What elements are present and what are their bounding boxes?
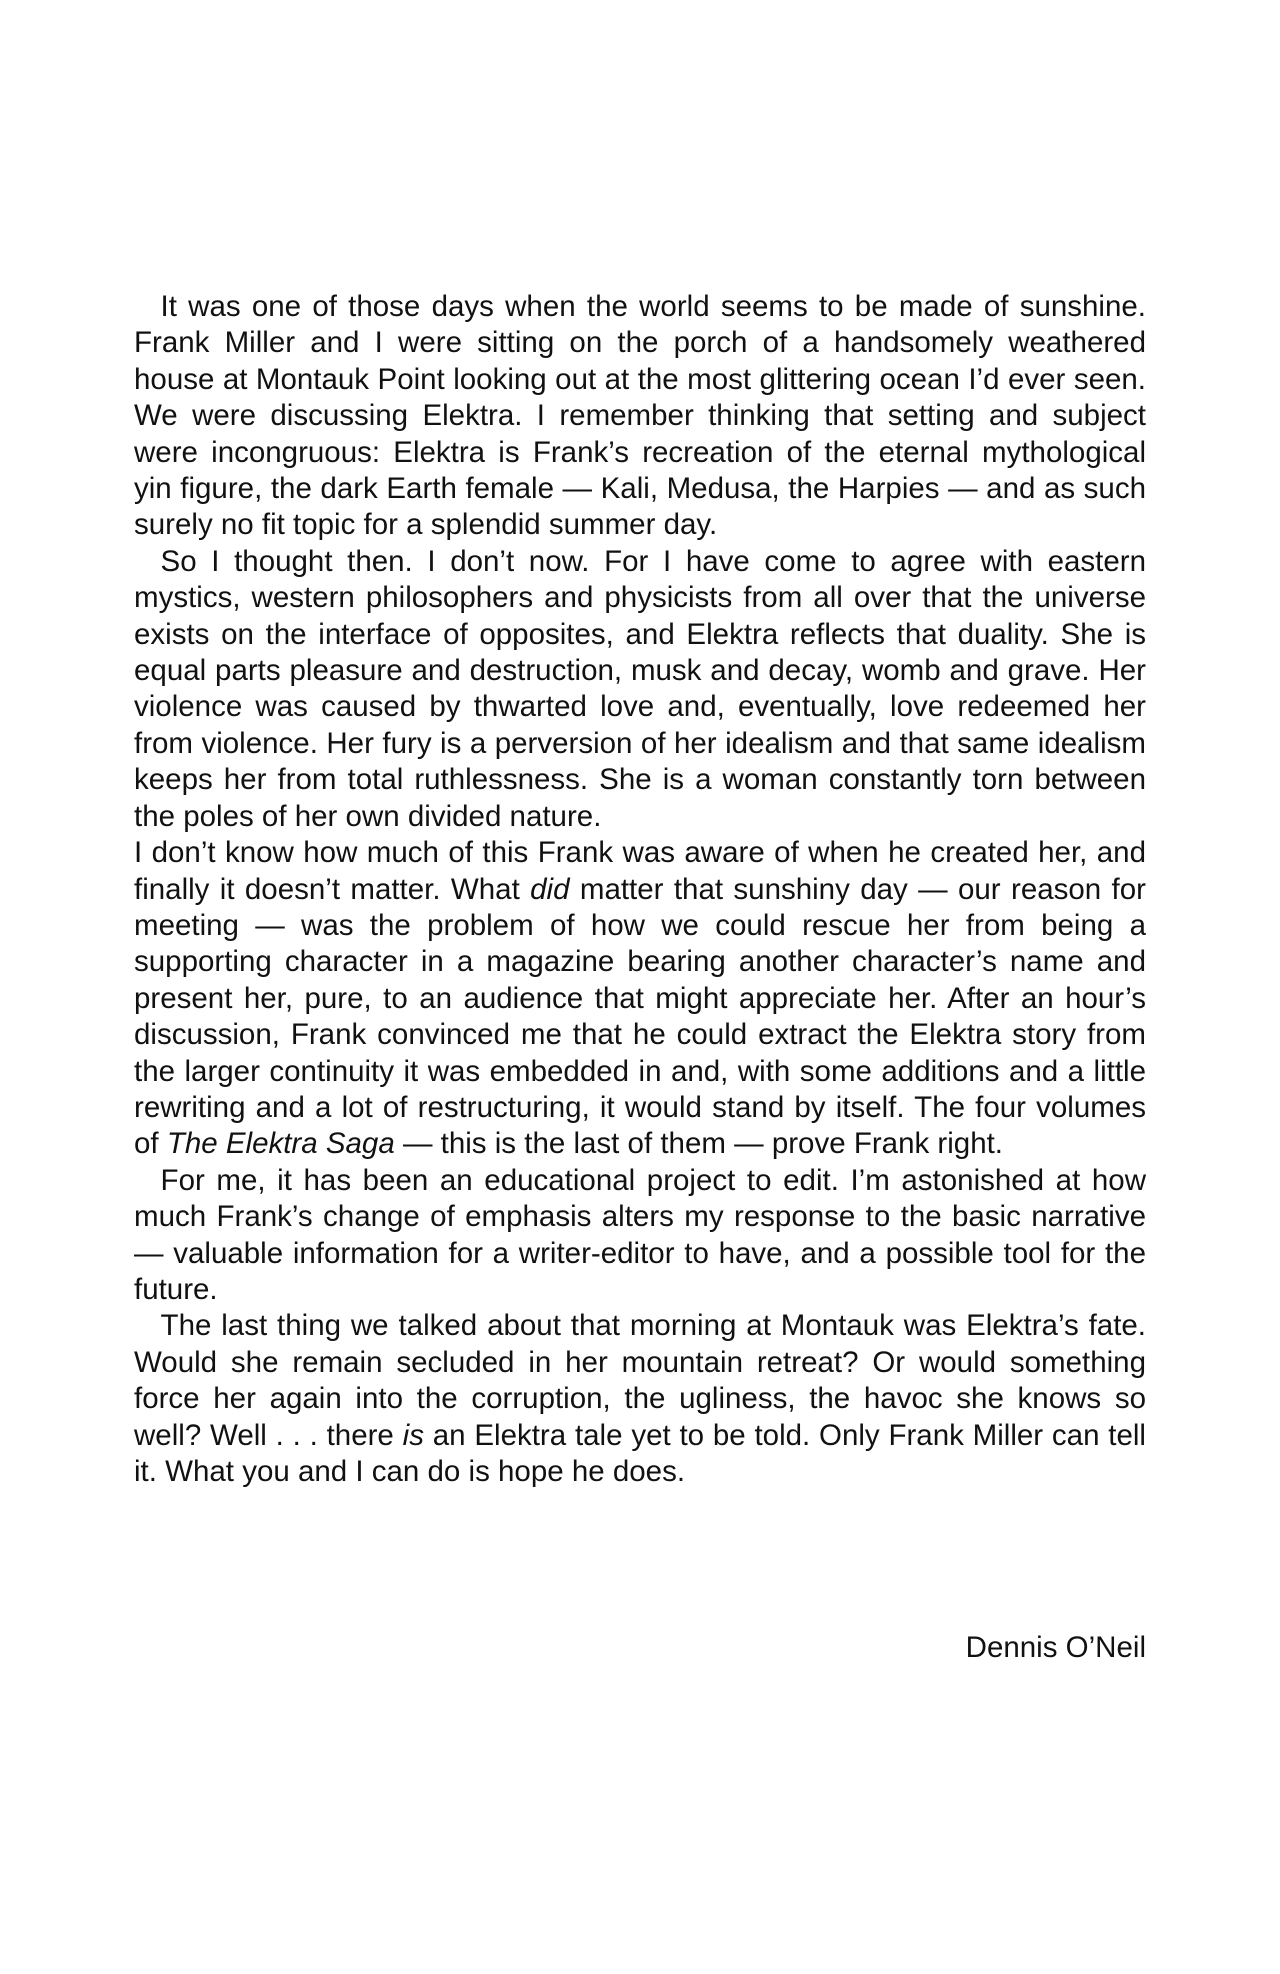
paragraph-5-text-b: an Elektra tale yet to be told. Only Frank Miller can tell it. What you and I can do is hope he does. xyxy=(134,1418,1146,1488)
paragraph-2-text: So I thought then. I don’t now. For I have come to agree with eastern mystics, western philosophers and physicists from all over that the universe exists on the interface of opposites, and Elektra reflects that duality. She is equal parts pleasure and destruction, musk and decay, womb and grave. Her violence was caused by thwarted love and, eventually, love redeemed her from violence. Her fury is a perversion of her idealism and that same idealism keeps her from total ruthlessness. She is a woman constantly torn between the poles of her own divided nature. xyxy=(134,544,1146,833)
paragraph-5-emphasis-is: is xyxy=(402,1418,424,1452)
paragraph-3-book-title: The Elektra Saga xyxy=(166,1127,395,1161)
paragraph-4-text: For me, it has been an educational project to edit. I’m astonished at how much Frank’s change of emphasis alters my response to the basic narrative — valuable information for a writer-editor to have, and a possible tool for the future. xyxy=(134,1163,1146,1306)
paragraph-3 xyxy=(134,835,1146,1163)
paragraph-5-text-a: The last thing we talked about that morning at Montauk was Elektra’s fate. Would she remain secluded in her mountain retreat? Or would something force her again into the corruption, the ugliness, the havoc she knows so well? Well . . . there xyxy=(134,1309,1146,1452)
paragraph-1-text: It was one of those days when the world seems to be made of sunshine. Frank Miller and I were sitting on the porch of a handsomely weathered house at Montauk Point looking out at the most glittering ocean I’d ever seen. We were discussing Elektra. I remember thinking that setting and subject were incongruous: Elektra is Frank’s recreation of the eternal mythological yin figure, the dark Earth female — Kali, Medusa, the Harpies — and as such surely no fit topic for a splendid summer day. xyxy=(134,290,1146,542)
article-body xyxy=(134,289,1146,1490)
author-signature: Dennis O’Neil xyxy=(965,1631,1146,1664)
paragraph-3-emphasis-did: did xyxy=(530,872,570,906)
paragraph-5 xyxy=(134,1308,1146,1490)
paragraph-3-text-a: I don’t know how much of this Frank was aware of when he created her, and finally it doesn’t matter. What xyxy=(134,836,1146,906)
paragraph-4 xyxy=(134,1163,1146,1309)
paragraph-1 xyxy=(134,289,1146,544)
paragraph-2 xyxy=(134,544,1146,835)
paragraph-3-text-c: — this is the last of them — prove Frank right. xyxy=(394,1127,1004,1161)
paragraph-3-text-b: matter that sunshiny day — our reason for meeting — was the problem of how we could rescue her from being a supporting character in a magazine bearing another character’s name and present her, pure, to an audience that might appreciate her. After an hour’s discussion, Frank convinced me that he could extract the Elektra story from the larger continuity it was embedded in and, with some additions and a little rewriting and a lot of restructuring, it would stand by itself. The four volumes of xyxy=(134,872,1146,1161)
